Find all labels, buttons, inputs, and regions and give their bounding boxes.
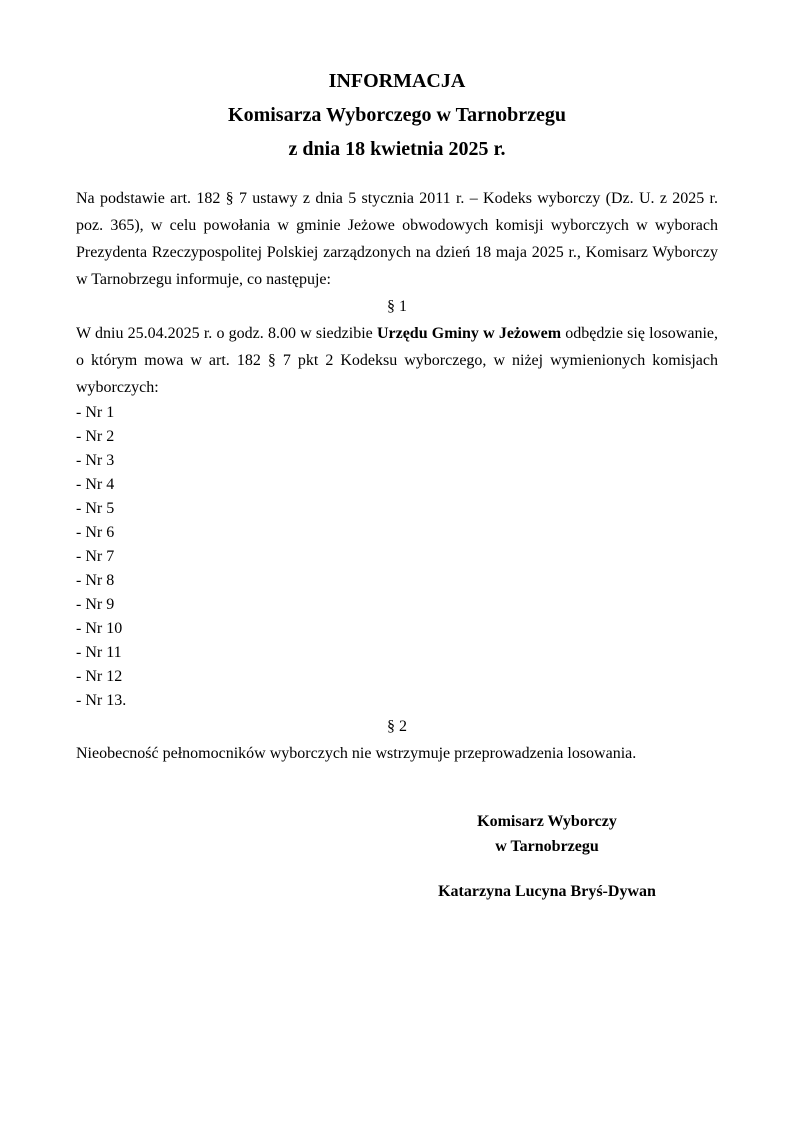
commission-list-item: - Nr 11 — [76, 644, 122, 661]
commission-list-item: - Nr 8 — [76, 572, 115, 589]
commission-list-item: - Nr 7 — [76, 548, 115, 565]
signature-title-line2: w Tarnobrzegu — [495, 838, 599, 855]
section-2-paragraph: Nieobecność pełnomocników wyborczych nie wstrzymuje przeprowadzenia losowania. — [76, 745, 637, 762]
section-1-text-after-bold: odbędzie się losowanie, o którym mowa w art. 182 § 7 pkt 2 Kodeksu wyborczego, w niżej wymienionych komisjach wyborczych: — [76, 325, 718, 396]
document-body — [76, 185, 718, 904]
commission-list-item: - Nr 2 — [76, 428, 115, 445]
commission-list-item: - Nr 9 — [76, 596, 115, 613]
signature-title-line1: Komisarz Wyborczy — [477, 813, 617, 830]
commission-list-item: - Nr 10 — [76, 620, 123, 637]
title-line-informacja: INFORMACJA — [328, 70, 466, 92]
section-1-bold-venue: Urzędu Gminy w Jeżowem — [376, 325, 562, 342]
signature-name: Katarzyna Lucyna Bryś-Dywan — [438, 883, 656, 900]
document-title — [76, 64, 718, 166]
commission-list-item: - Nr 4 — [76, 476, 115, 493]
commission-list-item: - Nr 13. — [76, 692, 127, 709]
title-line-commissioner: Komisarza Wyborczego w Tarnobrzegu — [228, 104, 566, 126]
commission-list-item: - Nr 1 — [76, 404, 115, 421]
section-2-mark: § 2 — [387, 718, 407, 735]
commission-list-item: - Nr 3 — [76, 452, 115, 469]
signature-block — [397, 809, 697, 904]
commission-list-item: - Nr 5 — [76, 500, 115, 517]
section-1-mark: § 1 — [387, 298, 407, 315]
commission-list-item: - Nr 6 — [76, 524, 115, 541]
section-1-text-before-bold: W dniu 25.04.2025 r. o godz. 8.00 w siedzibie — [76, 325, 377, 342]
title-line-date: z dnia 18 kwietnia 2025 r. — [288, 138, 506, 160]
commission-list-item: - Nr 12 — [76, 668, 123, 685]
intro-paragraph: Na podstawie art. 182 § 7 ustawy z dnia 5 stycznia 2011 r. – Kodeks wyborczy (Dz. U. z 2025 r. poz. 365), w celu powołania w gminie Jeżowe obwodowych komisji wyborczych w wyborach Prezydenta Rzeczypospolitej Polskiej zarządzonych na dzień 18 maja 2025 r., Komisarz Wyborczy w Tarnobrzegu informuje, co następuje: — [76, 190, 718, 288]
section-1-paragraph — [76, 320, 718, 401]
commission-list — [76, 401, 718, 713]
